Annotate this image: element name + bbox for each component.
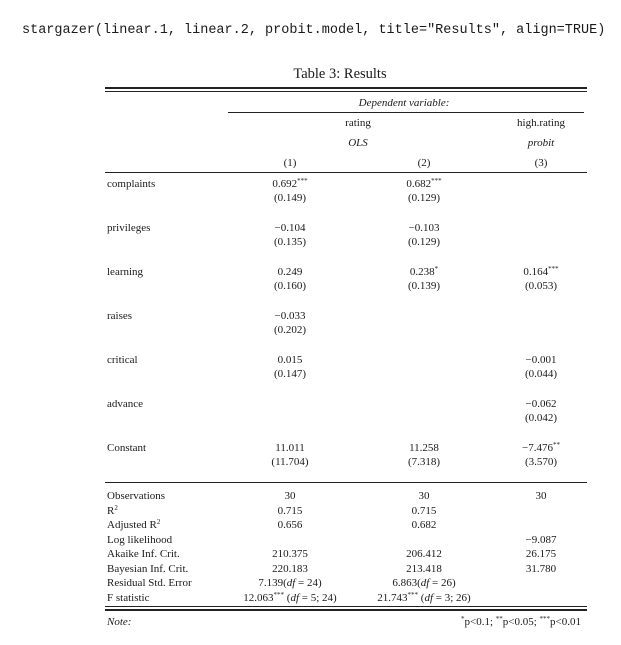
column-number-2: (2) — [417, 157, 431, 169]
dv-high-rating-label: high.rating — [517, 117, 565, 129]
model-type-probit: probit — [527, 137, 555, 149]
coef-stderr-c1: (0.202) — [273, 324, 307, 336]
coef-label: learning — [107, 266, 144, 278]
coef-label: raises — [107, 310, 133, 322]
stat-aic-c1: 210.375 — [272, 548, 308, 560]
bottom-rule-inner — [105, 606, 587, 607]
column-number-3: (3) — [534, 157, 548, 169]
significance-note: *p<0.1; **p<0.05; ***p<0.01 — [461, 615, 581, 628]
top-rule — [105, 87, 587, 89]
model-type-ols: OLS — [348, 137, 368, 149]
coef-stderr-c2: (0.139) — [407, 280, 441, 292]
coef-estimate-c1: 11.011 — [275, 442, 305, 454]
coef-stderr-c1: (0.149) — [273, 192, 307, 204]
stat-adj-r2-label: Adjusted $R^2$ — [107, 518, 161, 531]
coef-stderr-c3: (0.044) — [524, 368, 558, 380]
stat-rse-c1: 7.139(df = 24) — [258, 577, 322, 589]
coef-estimate-c1: −0.033 — [274, 310, 306, 322]
stat-rse-c2: 6.863(df = 26) — [392, 577, 456, 589]
stat-aic-c3: 26.175 — [525, 548, 557, 560]
stat-fstat-c2: 21.743*** (df = 3; 26) — [377, 591, 471, 604]
stat-observations-c1: 30 — [284, 490, 296, 502]
stat-loglik-c3: −9.087 — [525, 534, 557, 546]
coef-estimate-c3: −7.476** — [522, 441, 560, 454]
coef-stderr-c1: (0.135) — [273, 236, 307, 248]
coef-estimate-c3: 0.164*** — [523, 265, 559, 278]
coef-estimate-c2: −0.103 — [408, 222, 440, 234]
column-number-1: (1) — [283, 157, 297, 169]
stat-loglik-label: Log likelihood — [107, 534, 173, 546]
coef-stderr-c1: (0.160) — [273, 280, 307, 292]
coef-estimate-c3: −0.001 — [525, 354, 557, 366]
coef-label: Constant — [107, 442, 147, 454]
coef-label: critical — [107, 354, 138, 366]
coef-estimate-c3: −0.062 — [525, 398, 557, 410]
stat-observations-c2: 30 — [418, 490, 430, 502]
coef-estimate-c1: 0.692*** — [272, 177, 308, 190]
stat-fstat-c1: 12.063*** (df = 5; 24) — [243, 591, 337, 604]
coef-stderr-c2: (0.129) — [407, 236, 441, 248]
coef-estimate-c2: 0.682*** — [406, 177, 442, 190]
note-label: Note: — [107, 616, 132, 628]
stats-rule — [105, 482, 587, 483]
r-code-command: stargazer(linear.1, linear.2, probit.model, title="Results", align=TRUE) — [22, 23, 606, 38]
coef-stderr-c3: (0.053) — [524, 280, 558, 292]
coef-label: privileges — [107, 222, 151, 234]
stat-bic-c3: 31.780 — [525, 563, 557, 575]
stat-aic-label: Akaike Inf. Crit. — [107, 548, 180, 560]
coef-estimate-c1: 0.249 — [277, 266, 303, 278]
dv-rating-label: rating — [345, 117, 371, 129]
dv-underline — [228, 112, 584, 113]
coef-estimate-c2: 0.238* — [409, 265, 439, 278]
stat-r2-label: $R^2$ — [107, 504, 118, 517]
stat-observations-label: Observations — [107, 490, 166, 502]
stat-aic-c2: 206.412 — [406, 548, 442, 560]
coef-label: advance — [107, 398, 144, 410]
stat-rse-label: Residual Std. Error — [107, 577, 192, 589]
stat-fstat-label: F statistic — [107, 592, 150, 604]
stat-r2-c2: 0.715 — [411, 505, 437, 517]
stat-observations-c3: 30 — [535, 490, 547, 502]
stat-adj-r2-c2: 0.682 — [411, 519, 437, 531]
header-rule — [105, 172, 587, 173]
stat-adj-r2-c1: 0.656 — [277, 519, 303, 531]
stat-bic-label: Bayesian Inf. Crit. — [107, 563, 189, 575]
coef-label: complaints — [107, 178, 156, 190]
stat-bic-c2: 213.418 — [406, 563, 442, 575]
coef-stderr-c1: (11.704) — [271, 456, 309, 468]
coef-stderr-c3: (0.042) — [524, 412, 558, 424]
top-rule-inner — [105, 91, 587, 92]
dependent-variable-label: Dependent variable: — [358, 97, 450, 109]
coef-stderr-c2: (0.129) — [407, 192, 441, 204]
stat-bic-c1: 220.183 — [272, 563, 308, 575]
coef-stderr-c1: (0.147) — [273, 368, 307, 380]
coef-stderr-c2: (7.318) — [407, 456, 441, 468]
coef-estimate-c1: 0.015 — [277, 354, 303, 366]
coef-estimate-c2: 11.258 — [409, 442, 439, 454]
bottom-rule — [105, 609, 587, 611]
coef-stderr-c3: (3.570) — [524, 456, 558, 468]
stat-r2-c1: 0.715 — [277, 505, 303, 517]
table-caption: Table 3: Results — [293, 66, 387, 82]
coef-estimate-c1: −0.104 — [274, 222, 306, 234]
